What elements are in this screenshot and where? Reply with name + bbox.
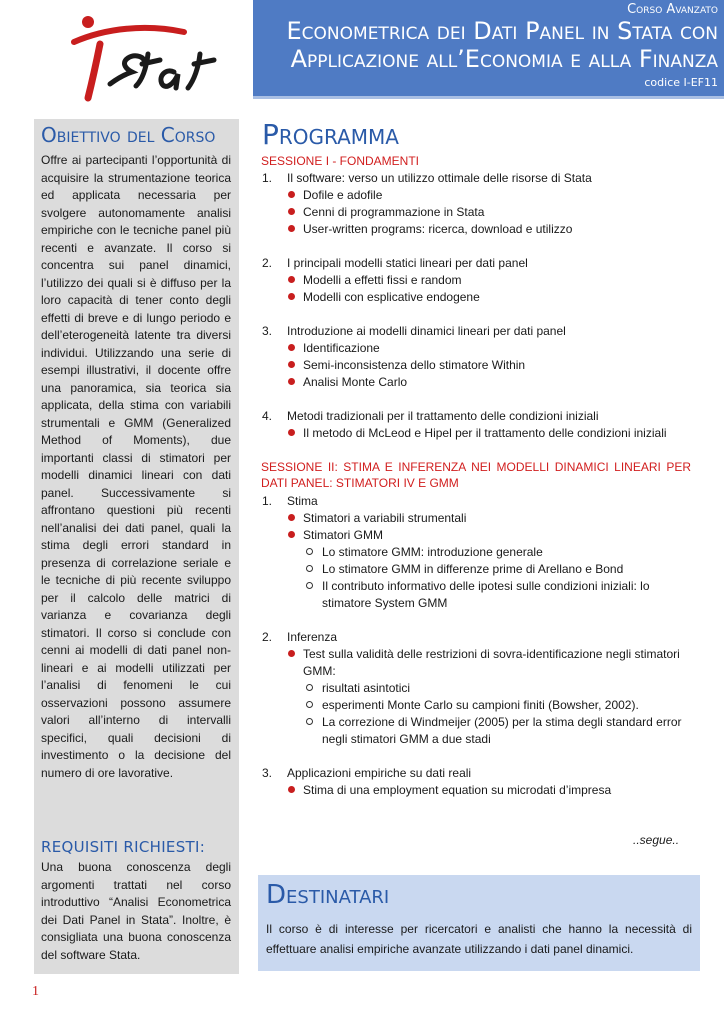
list-item: Il contributo informativo delle ipotesi sulle condizioni iniziali: lo <box>306 579 650 593</box>
list-item: User-written programs: ricerca, download e utilizzo <box>288 222 572 236</box>
list-item: Analisi Monte Carlo <box>288 375 407 389</box>
list-item: Cenni di programmazione in Stata <box>288 205 484 219</box>
list-item: Lo stimatore GMM: introduzione generale <box>306 545 543 559</box>
circle-bullet-icon <box>306 684 313 691</box>
list-item: Stimatori GMM <box>288 528 383 542</box>
bullet-icon <box>288 531 295 538</box>
page-number: 1 <box>32 984 39 999</box>
audience-text: Il corso è di interesse per ricercatori e analisti che hanno la necessità di effettuare analisi empiriche avanzate utilizzando i dati panel dinamici. <box>266 922 692 956</box>
list-item: Modelli a effetti fissi e random <box>288 273 462 287</box>
bullet-icon <box>288 191 295 198</box>
list-item: 1. Il software: verso un utilizzo ottimale delle risorse di Stata <box>262 171 592 185</box>
bullet-icon <box>288 293 295 300</box>
session2-heading: SESSIONE II: STIMA E INFERENZA NEI MODELLI DINAMICI LINEARI PER DATI PANEL: STIMATORI IV E GMM <box>261 460 691 490</box>
circle-bullet-icon <box>306 565 313 572</box>
header-divider <box>253 96 724 99</box>
list-item: risultati asintotici <box>306 681 410 695</box>
list-item: 3. Introduzione ai modelli dinamici lineari per dati panel <box>262 324 566 338</box>
objective-heading: Obiettivo del Corso <box>41 123 216 147</box>
list-item: La correzione di Windmeijer (2005) per la stima degli standard error <box>306 715 682 729</box>
course-title-line1: Econometrica dei Dati Panel in Stata con <box>286 17 718 45</box>
bullet-icon <box>288 378 295 385</box>
list-item: Test sulla validità delle restrizioni di sovra-identificazione negli stimatori <box>288 647 680 661</box>
circle-bullet-icon <box>306 718 313 725</box>
course-title-line2: Applicazione all’Economia e alla Finanza <box>290 45 718 73</box>
list-item-continuation: negli stimatori GMM a due stadi <box>322 732 491 746</box>
requirements-text: Una buona conoscenza degli argomenti trattati nel corso introduttivo “Analisi Econometrica dei Dati Panel in Stata”. Inoltre, è consigliata una buona conoscenza del software Stata. <box>41 860 231 962</box>
list-item-continuation: GMM: <box>303 664 336 678</box>
course-level: Corso Avanzato <box>627 2 718 17</box>
list-item: Identificazione <box>288 341 380 355</box>
list-item: 4. Metodi tradizionali per il trattamento delle condizioni iniziali <box>262 409 599 423</box>
course-code: codice I-EF11 <box>644 76 718 89</box>
bullet-icon <box>288 208 295 215</box>
list-item-continuation: stimatore System GMM <box>322 596 448 610</box>
list-item: Modelli con esplicative endogene <box>288 290 480 304</box>
list-item: 2. Inferenza <box>262 630 338 644</box>
objective-text: Offre ai partecipanti l’opportunità di acquisire la strumentazione teorica ed applicata necessaria per svolgere autonomamente analisi empiriche con le tecniche panel più recenti e avanzate. Il corso si concentra sui panel dinamici, l’utilizzo dei quali si è diffuso per la loro capacità di tener conto degli effetti di breve e di lungo periodo e dell’eterogeneità latente tra diversi individui. Utilizzando una serie di esempi illustrativi, il docente offre una panoramica, sia teorica sia applicata, della stima con variabili strumentali e GMM (Generalized Method of Moments), due importanti classi di stimatori per modelli dinamici lineari con dati panel. Successivamente si affrontano questioni più recenti nell’analisi dei dati panel, quali la stima degli errori standard in presenza di correlazione seriale e le tecniche di più recente sviluppo per il calcolo delle matrici di varianza e covarianza degli stimatori. Il corso si conclude con cenni ai modelli di dati panel non-lineari e ai modelli utilizzati per l’analisi di fenomeni le cui osservazioni possono assumere valori all’interno di intervalli specifici, quali decisioni di investimento o la decisione del numero di ore lavorative. <box>41 153 231 780</box>
list-item: 1. Stima <box>262 494 318 508</box>
circle-bullet-icon <box>306 582 313 589</box>
program-heading: Programma <box>262 118 399 151</box>
list-item: Stimatori a variabili strumentali <box>288 511 466 525</box>
circle-bullet-icon <box>306 701 313 708</box>
sidebar-panel <box>34 119 239 974</box>
list-item: 2. I principali modelli statici lineari per dati panel <box>262 256 528 270</box>
continued-note: ..segue.. <box>633 833 680 847</box>
list-item: 3. Applicazioni empiriche su dati reali <box>262 766 472 780</box>
requirements-heading: REQUISITI RICHIESTI: <box>41 838 206 856</box>
bullet-icon <box>288 514 295 521</box>
istat-logo <box>66 14 236 104</box>
list-item: Stima di una employment equation su microdati d’impresa <box>288 783 611 797</box>
bullet-icon <box>288 786 295 793</box>
header-band <box>253 0 724 96</box>
bullet-icon <box>288 650 295 657</box>
circle-bullet-icon <box>306 548 313 555</box>
bullet-icon <box>288 344 295 351</box>
bullet-icon <box>288 429 295 436</box>
audience-box <box>258 875 700 971</box>
list-item: Il metodo di McLeod e Hipel per il trattamento delle condizioni iniziali <box>288 426 667 440</box>
list-item: Dofile e adofile <box>288 188 382 202</box>
audience-heading: Destinatari <box>266 880 390 910</box>
list-item: Semi-inconsistenza dello stimatore Within <box>288 358 525 372</box>
session1-heading: SESSIONE I - FONDAMENTI <box>261 154 420 168</box>
list-item: Lo stimatore GMM in differenze prime di Arellano e Bond <box>306 562 623 576</box>
bullet-icon <box>288 225 295 232</box>
bullet-icon <box>288 276 295 283</box>
list-item: esperimenti Monte Carlo su campioni finiti (Bowsher, 2002). <box>306 698 639 712</box>
bullet-icon <box>288 361 295 368</box>
